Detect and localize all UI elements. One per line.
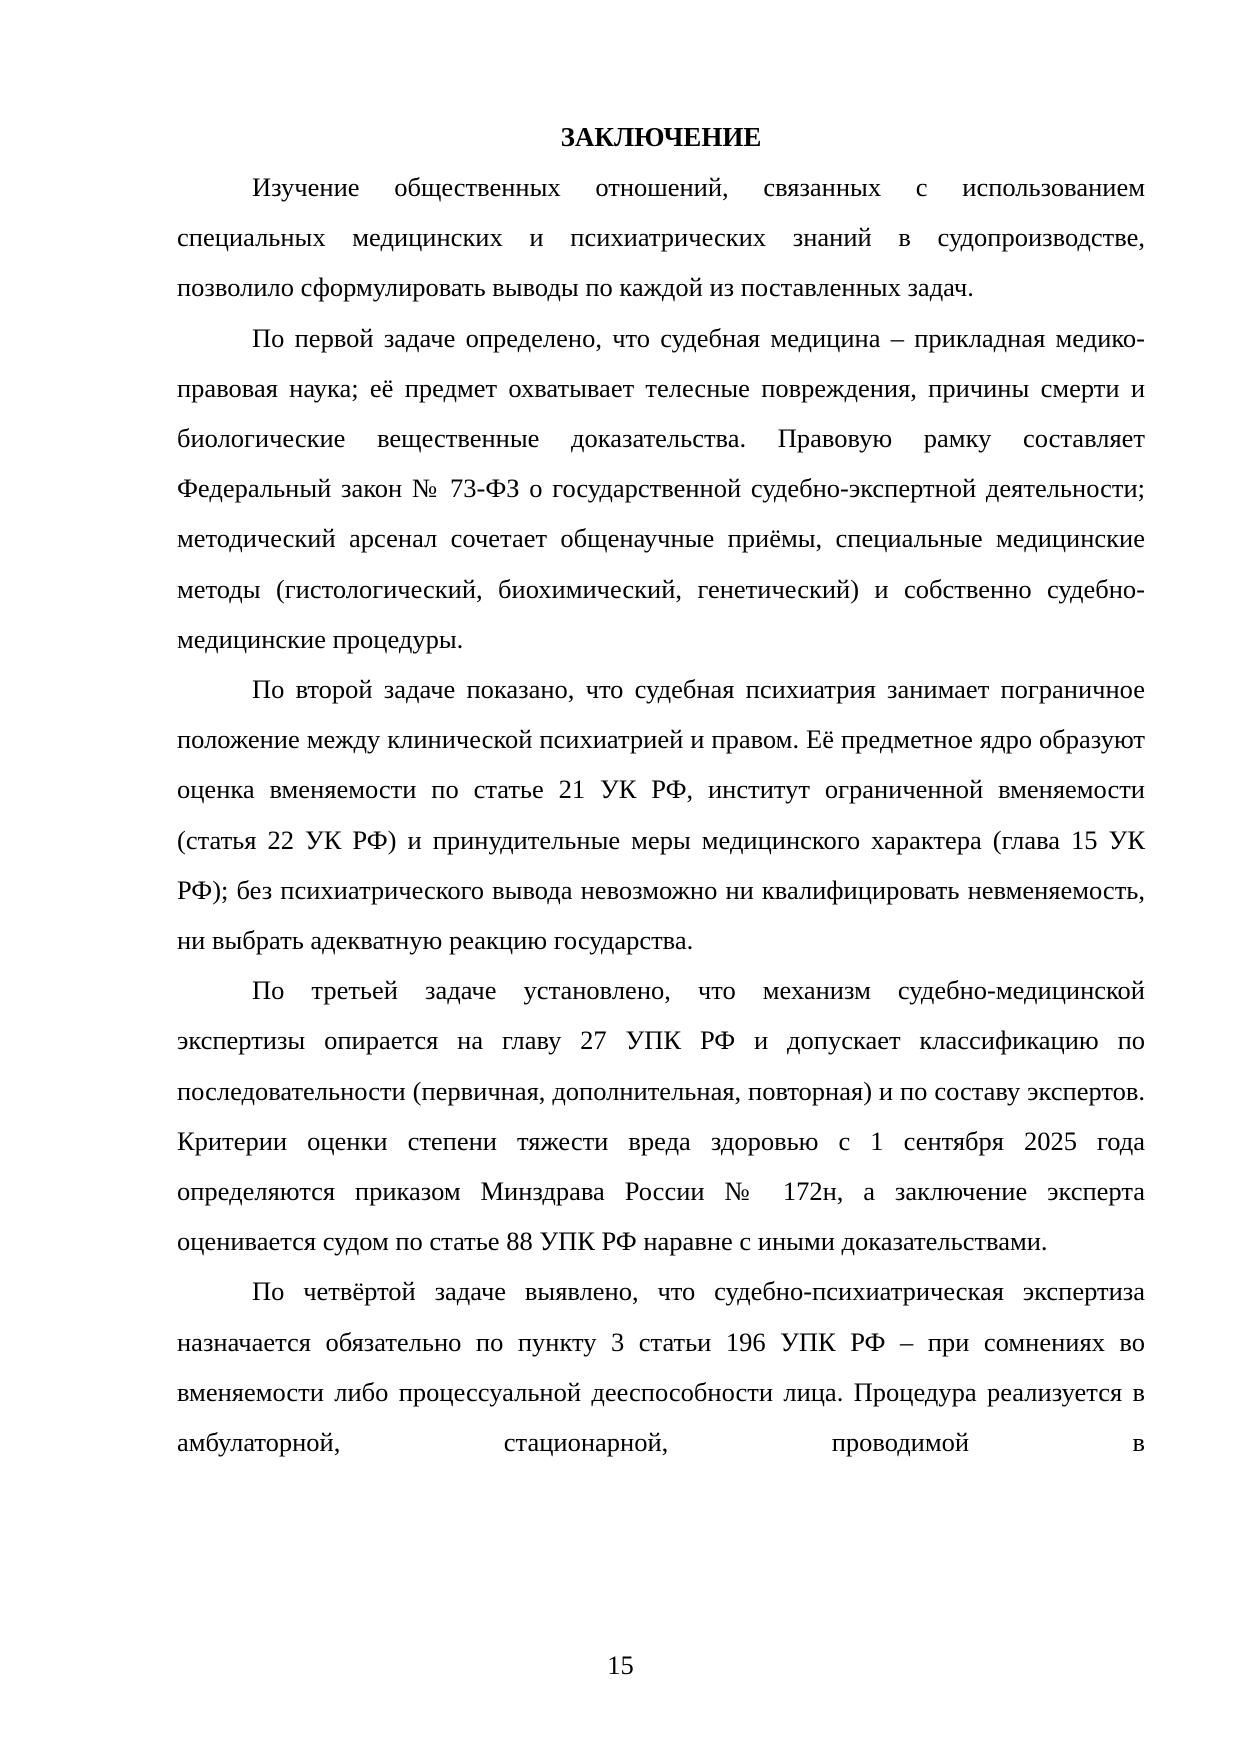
paragraph-task-3: По третьей задаче установлено, что механизм судебно-медицинской экспертизы опирается на главу 27 УПК РФ и допускает классификацию по последовательности (первичная, дополнительная, повторная) и по составу экспертов. Критерии оценки степени тяжести вреда здоровью с 1 сентября 2025 года определяются приказом Минздрава России № 172н, а заключение эксперта оценивается судом по статье 88 УПК РФ наравне с иными доказательствами. [177, 975, 1145, 1257]
page-number: 15 [607, 1650, 634, 1680]
page-body [177, 112, 1145, 1467]
paragraph-task-1: По первой задаче определено, что судебная медицина – прикладная медико-правовая наука; её предмет охватывает телесные повреждения, причины смерти и биологические вещественные доказательства. Правовую рамку составляет Федеральный закон № 73-ФЗ о государственной судебно-экспертной деятельности; методический арсенал сочетает общенаучные приёмы, специальные медицинские методы (гистологический, биохимический, генетический) и собственно судебно-медицинские процедуры. [177, 322, 1145, 654]
paragraph-intro: Изучение общественных отношений, связанных с использованием специальных медицинских и психиатрических знаний в судопроизводстве, позволило сформулировать выводы по каждой из поставленных задач. [177, 172, 1145, 303]
paragraph-task-4: По четвёртой задаче выявлено, что судебно-психиатрическая экспертиза назначается обязательно по пункту 3 статьи 196 УПК РФ – при сомнениях во вменяемости либо процессуальной дееспособности лица. Процедура реализуется в амбулаторной, стационарной, проводимой в [177, 1276, 1145, 1458]
section-heading: ЗАКЛЮЧЕНИЕ [560, 122, 762, 152]
paragraph-task-2: По второй задаче показано, что судебная психиатрия занимает пограничное положение между клинической психиатрией и правом. Её предметное ядро образуют оценка вменяемости по статье 21 УК РФ, институт ограниченной вменяемости (статья 22 УК РФ) и принудительные меры медицинского характера (глава 15 УК РФ); без психиатрического вывода невозможно ни квалифицировать невменяемость, ни выбрать адекватную реакцию государства. [177, 674, 1145, 956]
